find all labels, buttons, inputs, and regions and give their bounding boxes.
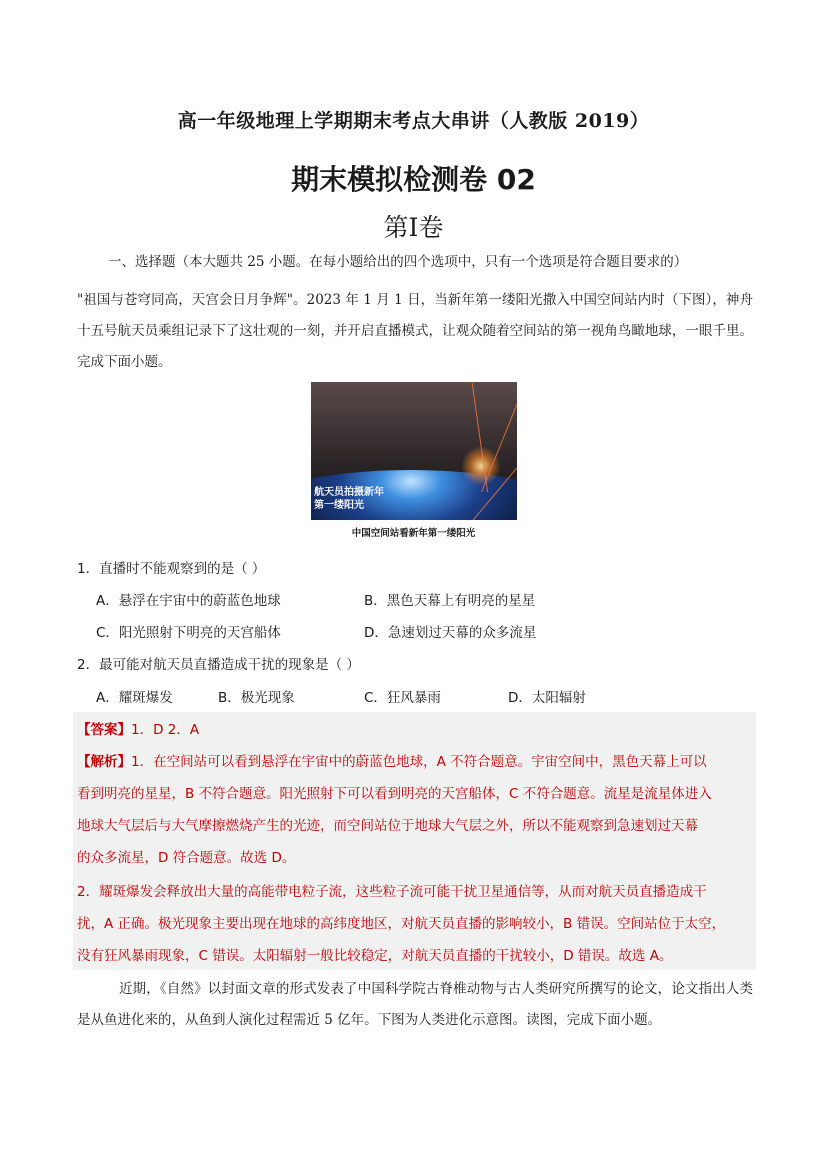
answer-line xyxy=(77,718,199,738)
passage-intro: "祖国与苍穹同高，天宫会日月争辉"。2023 年 1 月 1 日，当新年第一缕阳光撒入中国空间站内时（下图），神舟十五号航天员乘组记录下了这壮观的一刻，并开启直播模式，让观众随着空间站的第一视角鸟瞰地球，一眼千里。完成下面小题。 xyxy=(77,292,753,370)
header-title: 高一年级地理上学期期末考点大串讲（人教版 2019） xyxy=(177,110,650,132)
analysis-line-1: 【解析】1．在空间站可以看到悬浮在宇宙中的蔚蓝色地球，A 不符合题意。宇宙空间中，黑色天幕上可以 xyxy=(77,754,707,770)
question-1-option-b: B．黑色天幕上有明亮的星星 xyxy=(364,593,536,609)
question-1-option-a: A．悬浮在宇宙中的蔚蓝色地球 xyxy=(96,593,281,609)
analysis-line-6: 扰，A 正确。极光现象主要出现在地球的高纬度地区，对航天员直播的影响较小，B 错误。空间站位于太空， xyxy=(77,916,726,932)
analysis-line-5: 2．耀斑爆发会释放出大量的高能带电粒子流，这些粒子流可能干扰卫星通信等，从而对航天员直播造成干 xyxy=(77,884,707,900)
analysis-line-2: 看到明亮的星星，B 不符合题意。阳光照射下可以看到明亮的天宫船体，C 不符合题意。流星是流星体进入 xyxy=(77,786,712,802)
question-2-option-a: A．耀斑爆发 xyxy=(96,690,173,706)
photo-overlay-text: 航天员拍摄新年 第一缕阳光 xyxy=(314,487,384,511)
question-2-option-c: C．狂风暴雨 xyxy=(364,690,441,706)
answer-label: 【答案】 xyxy=(77,722,131,738)
question-2-option-b: B．极光现象 xyxy=(218,690,295,706)
figure-caption: 中国空间站看新年第一缕阳光 xyxy=(351,528,476,539)
question-1-stem: 1．直播时不能观察到的是（ ） xyxy=(77,561,266,577)
passage-evolution: 近期，《自然》以封面文章的形式发表了中国科学院古脊椎动物与古人类研究所撰写的论文，论文指出人类是从鱼进化来的，从鱼到人演化过程需近 5 亿年。下图为人类进化示意图。读图，完成下面小题。 xyxy=(77,981,753,1028)
analysis-line-7: 没有狂风暴雨现象，C 错误。太阳辐射一般比较稳定，对航天员直播的干扰较小，D 错误。故选 A。 xyxy=(77,948,673,964)
answer-text: 1．D 2．A xyxy=(131,722,200,738)
analysis-line-3: 地球大气层后与大气摩擦燃烧产生的光迹，而空间站位于地球大气层之外，所以不能观察到急速划过天幕 xyxy=(77,818,698,834)
question-2-stem: 2．最可能对航天员直播造成干扰的现象是（ ） xyxy=(77,657,360,673)
question-2-option-d: D．太阳辐射 xyxy=(508,690,586,706)
question-1-option-c: C．阳光照射下明亮的天宫船体 xyxy=(96,625,281,641)
analysis-label: 【解析】 xyxy=(77,754,131,770)
section-heading: 一、选择题（本大题共 25 小题。在每小题给出的四个选项中，只有一个选项是符合题目要求的） xyxy=(108,254,688,270)
analysis-line-4: 的众多流星，D 符合题意。故选 D。 xyxy=(77,850,296,866)
space-station-photo xyxy=(311,382,517,520)
main-title: 期末模拟检测卷 02 xyxy=(291,163,536,196)
question-1-option-d: D．急速划过天幕的众多流星 xyxy=(364,625,537,641)
section-label: 第I卷 xyxy=(383,213,444,242)
